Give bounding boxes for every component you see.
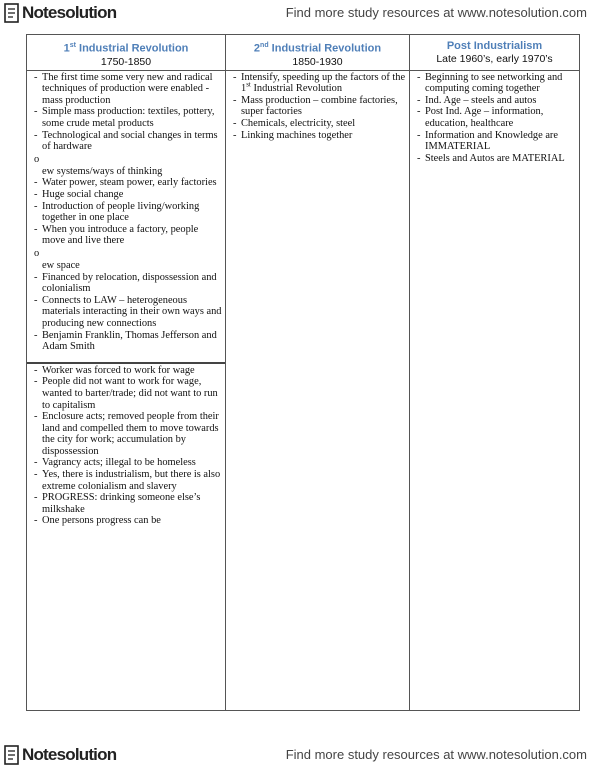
list-item: - Simple mass production: textiles, pottery, some crude metal products xyxy=(34,106,223,129)
bottom-banner xyxy=(0,742,595,768)
list-item: - Connects to LAW – heterogeneous materials interacting in their own ways and producing new connections xyxy=(34,295,223,330)
logo xyxy=(4,744,116,766)
list-item: - Yes, there is industrialism, but there is also extreme colonialism and slavery xyxy=(34,469,223,492)
text-segment: Intensify, speeding up the factors of the 1 xyxy=(241,71,406,95)
bullet-list xyxy=(27,71,225,355)
list-item: - Linking machines together xyxy=(233,130,407,142)
column-dates: 1750-1850 xyxy=(100,55,152,68)
column-title: Post Industrialism xyxy=(446,40,543,52)
body-row xyxy=(27,70,580,710)
list-item xyxy=(34,153,223,178)
bullet-list xyxy=(27,364,225,529)
list-item: - Financed by relocation, dispossession and colonialism xyxy=(34,272,223,295)
body-col-2 xyxy=(226,70,410,710)
column-dates: Late 1960’s, early 1970’s xyxy=(436,53,553,65)
list-item: - Mass production – combine factories, super factories xyxy=(233,95,407,118)
sub-bullet-mark: o xyxy=(34,247,40,259)
superscript: st xyxy=(246,80,251,89)
top-banner xyxy=(0,0,595,26)
logo xyxy=(4,2,116,24)
list-item: - Steels and Autos are MATERIAL xyxy=(417,153,577,165)
list-item: - When you introduce a factory, people move and live there xyxy=(34,224,223,247)
header-col-3 xyxy=(410,35,580,71)
header-col-1 xyxy=(27,35,226,71)
header-col-2 xyxy=(226,35,410,71)
list-item: - People did not want to work for wage, wanted to barter/trade; did not want to run to capitalism xyxy=(34,376,223,411)
list-item: - Ind. Age – steels and autos xyxy=(417,95,577,107)
list-item: - Introduction of people living/working together in one place xyxy=(34,201,223,224)
list-item: - PROGRESS: drinking someone else’s milkshake xyxy=(34,492,223,515)
sub-bullet-text: ew space xyxy=(42,259,80,271)
column-title: 2nd Industrial Revolution xyxy=(253,42,382,55)
promo-text[interactable]: Find more study resources at www.notesolution.com xyxy=(285,5,587,20)
promo-text[interactable]: Find more study resources at www.notesolution.com xyxy=(285,747,587,762)
notes-table xyxy=(26,34,579,714)
list-item: - Beginning to see networking and computing coming together xyxy=(417,72,577,95)
notesolution-logo-icon xyxy=(4,3,20,23)
body-col-3 xyxy=(410,70,580,710)
bullet-list xyxy=(410,71,579,167)
list-item: - The first time some very new and radical techniques of production were enabled - mass production xyxy=(34,72,223,107)
sub-bullet-text: ew systems/ways of thinking xyxy=(42,165,163,177)
list-item: - Post Ind. Age – information, education, healthcare xyxy=(417,106,577,129)
list-item xyxy=(34,247,223,272)
list-item: - Benjamin Franklin, Thomas Jefferson and Adam Smith xyxy=(34,330,223,353)
notesolution-logo-icon xyxy=(4,745,20,765)
header-row xyxy=(27,35,580,71)
list-item: - One persons progress can be xyxy=(34,515,223,527)
list-item: - Huge social change xyxy=(34,189,223,201)
list-item: - Vagrancy acts; illegal to be homeless xyxy=(34,457,223,469)
list-item: - Water power, steam power, early factories xyxy=(34,177,223,189)
list-item: - Technological and social changes in terms of hardware xyxy=(34,130,223,153)
sub-bullet-mark: o xyxy=(34,153,40,165)
list-item: - Enclosure acts; removed people from their land and compelled them to move towards the city for work; accumulation by dispossession xyxy=(34,411,223,457)
column-title: 1st Industrial Revolution xyxy=(63,42,189,55)
bullet-list xyxy=(226,71,409,144)
body-col-1 xyxy=(27,70,226,710)
logo-text: Notesolution xyxy=(22,3,117,22)
logo-text: Notesolution xyxy=(22,745,117,764)
list-item xyxy=(233,72,407,95)
list-item: - Worker was forced to work for wage xyxy=(34,365,223,377)
column-dates: 1850-1930 xyxy=(292,55,343,68)
text-segment: Industrial Revolution xyxy=(250,83,343,95)
list-item: - Chemicals, electricity, steel xyxy=(233,118,407,130)
list-item: - Information and Knowledge are IMMATERIAL xyxy=(417,130,577,153)
